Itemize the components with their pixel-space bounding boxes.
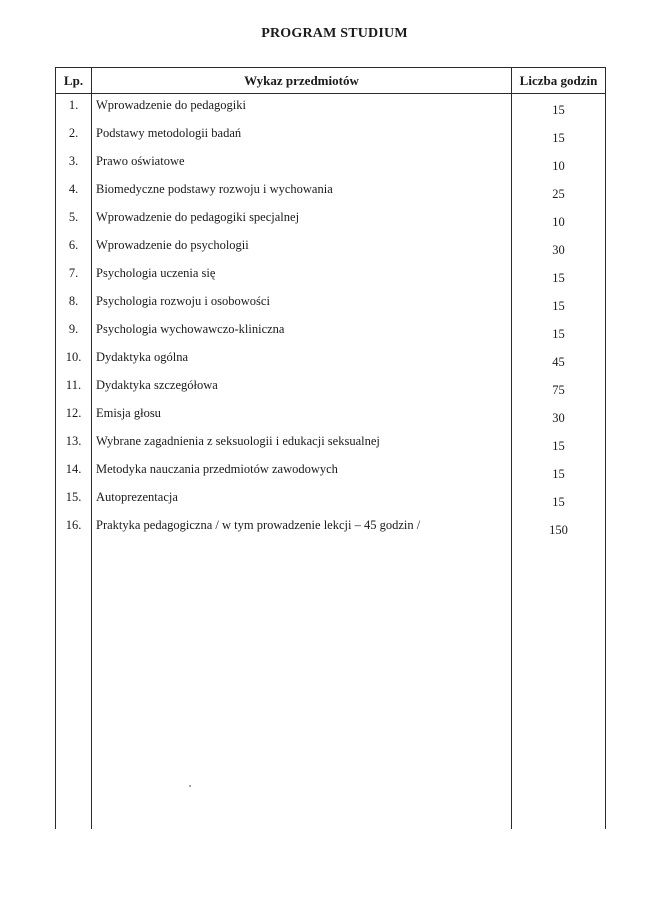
row-subject: Biomedyczne podstawy rozwoju i wychowania bbox=[96, 182, 333, 196]
program-table bbox=[55, 67, 606, 829]
row-number: 3. bbox=[68, 154, 79, 168]
row-subject: Emisja głosu bbox=[96, 406, 161, 420]
row-hours: 30 bbox=[552, 243, 565, 257]
row-hours: 15 bbox=[552, 467, 565, 481]
row-subject: Dydaktyka ogólna bbox=[96, 350, 188, 364]
table-row bbox=[56, 458, 605, 486]
row-number: 14. bbox=[65, 462, 82, 476]
row-number: 1. bbox=[68, 98, 79, 112]
table-row bbox=[56, 346, 605, 374]
scan-speck bbox=[189, 785, 191, 787]
table-row bbox=[56, 94, 605, 122]
row-number: 5. bbox=[68, 210, 79, 224]
row-subject: Metodyka nauczania przedmiotów zawodowych bbox=[96, 462, 338, 476]
row-subject: Psychologia rozwoju i osobowości bbox=[96, 294, 270, 308]
row-subject: Dydaktyka szczegółowa bbox=[96, 378, 218, 392]
table-row bbox=[56, 262, 605, 290]
row-hours: 15 bbox=[552, 439, 565, 453]
header-lp: Lp. bbox=[63, 73, 84, 88]
row-hours: 75 bbox=[552, 383, 565, 397]
row-hours: 30 bbox=[552, 411, 565, 425]
table-row bbox=[56, 234, 605, 262]
row-subject: Wprowadzenie do psychologii bbox=[96, 238, 249, 252]
row-hours: 15 bbox=[552, 103, 565, 117]
row-subject: Autoprezentacja bbox=[96, 490, 178, 504]
table-row bbox=[56, 150, 605, 178]
table-row bbox=[56, 122, 605, 150]
table-row bbox=[56, 486, 605, 514]
row-number: 8. bbox=[68, 294, 79, 308]
row-subject: Podstawy metodologii badań bbox=[96, 126, 242, 140]
row-number: 10. bbox=[65, 350, 82, 364]
header-hours: Liczba godzin bbox=[519, 73, 598, 88]
row-hours: 45 bbox=[552, 355, 565, 369]
table-row bbox=[56, 430, 605, 458]
table-row bbox=[56, 178, 605, 206]
row-number: 7. bbox=[68, 266, 79, 280]
row-hours: 25 bbox=[552, 187, 565, 201]
row-hours: 15 bbox=[552, 131, 565, 145]
row-number: 13. bbox=[65, 434, 82, 448]
row-number: 4. bbox=[68, 182, 79, 196]
row-subject: Wprowadzenie do pedagogiki specjalnej bbox=[96, 210, 300, 224]
table-row bbox=[56, 206, 605, 234]
row-number: 11. bbox=[65, 378, 82, 392]
row-number: 15. bbox=[65, 490, 82, 504]
row-hours: 15 bbox=[552, 495, 565, 509]
row-hours: 15 bbox=[552, 327, 565, 341]
table-row bbox=[56, 514, 605, 542]
row-subject: Wprowadzenie do pedagogiki bbox=[96, 98, 246, 112]
row-hours: 10 bbox=[552, 215, 565, 229]
row-number: 6. bbox=[68, 238, 79, 252]
row-number: 2. bbox=[68, 126, 79, 140]
row-subject: Psychologia wychowawczo-kliniczna bbox=[96, 322, 285, 336]
table-row bbox=[56, 318, 605, 346]
table-row bbox=[56, 290, 605, 318]
table-row bbox=[56, 402, 605, 430]
table-row bbox=[56, 374, 605, 402]
row-subject: Wybrane zagadnienia z seksuologii i edukacji seksualnej bbox=[96, 434, 380, 448]
row-subject: Prawo oświatowe bbox=[96, 154, 185, 168]
table-header-row bbox=[56, 68, 605, 94]
row-number: 9. bbox=[68, 322, 79, 336]
row-number: 12. bbox=[65, 406, 82, 420]
row-number: 16. bbox=[65, 518, 82, 532]
page-title: PROGRAM STUDIUM bbox=[261, 26, 408, 41]
row-subject: Psychologia uczenia się bbox=[96, 266, 216, 280]
row-hours: 150 bbox=[549, 523, 568, 537]
row-hours: 15 bbox=[552, 299, 565, 313]
header-subject: Wykaz przedmiotów bbox=[244, 73, 359, 88]
row-hours: 15 bbox=[552, 271, 565, 285]
row-hours: 10 bbox=[552, 159, 565, 173]
row-subject: Praktyka pedagogiczna / w tym prowadzenie lekcji – 45 godzin / bbox=[96, 518, 421, 532]
